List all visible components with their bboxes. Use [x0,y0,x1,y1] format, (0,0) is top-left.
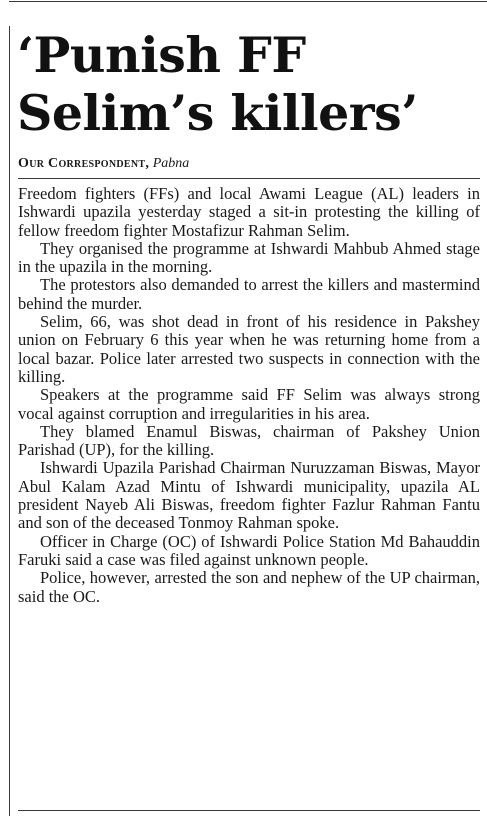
paragraph-4: Selim, 66, was shot dead in front of his residence in Pakshey union on February 6 this year when he was returning home from a local bazar. Police later arrested two suspects in connection with the killing. [18,312,480,386]
paragraph-2: They organised the programme at Ishwardi Mahbub Ahmed stage in the upazila in the morning. [18,238,480,277]
left-border [9,26,10,816]
article-headline: ‘Punish FF Selim’s killers’ [17,26,418,142]
paragraph-8: Officer in Charge (OC) of Ishwardi Police Station Md Bahauddin Faruki said a case was filed against unknown people. [18,531,480,569]
byline-divider [18,178,480,179]
paragraph-1: Freedom fighters (FFs) and local Awami League (AL) leaders in Ishwardi upazila yesterday staged a sit-in protesting the killing of fellow freedom fighter Mostafizur Rahman Selim. [18,184,480,240]
paragraph-5: Speakers at the programme said FF Selim was always strong vocal against corruption and irregularities in his area. [18,385,480,423]
article-body [18,185,480,606]
bottom-border [18,810,480,811]
paragraph-9: Police, however, arrested the son and nephew of the UP chairman, said the OC. [18,568,480,606]
byline-author: Our Correspondent, [18,156,150,171]
byline [18,156,189,172]
top-border [9,1,487,2]
paragraph-3: The protestors also demanded to arrest the killers and mastermind behind the murder. [18,275,480,313]
paragraph-7: Ishwardi Upazila Parishad Chairman Nuruzzaman Biswas, Mayor Abul Kalam Azad Mintu of Ishwardi municipality, upazila AL president Nayeb Ali Biswas, freedom fighter Fazlur Rahman Fantu and son of the deceased Tonmoy Rahman spoke. [18,458,480,533]
paragraph-6: They blamed Enamul Biswas, chairman of Pakshey Union Parishad (UP), for the killing. [18,421,480,460]
byline-place: Pabna [152,156,190,171]
